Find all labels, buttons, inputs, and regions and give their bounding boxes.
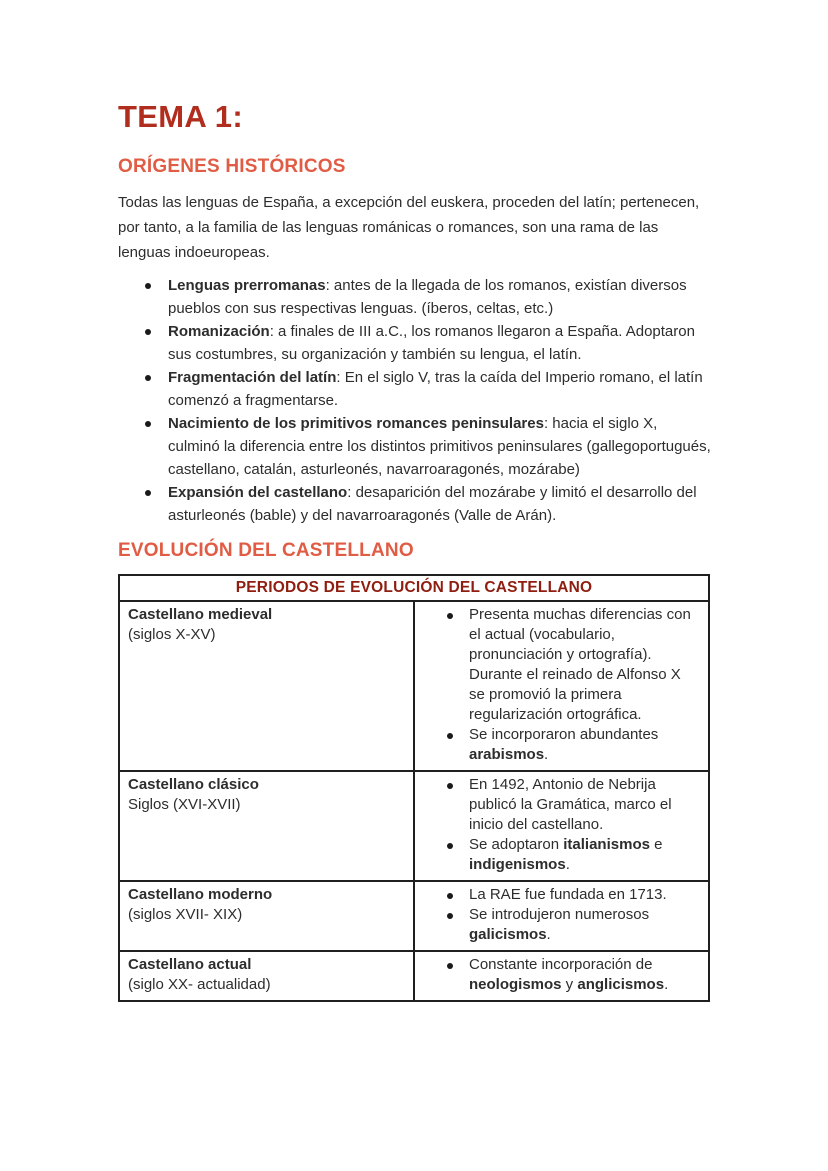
- point-text: Constante incorporación de neologismos y anglicismos.: [469, 956, 669, 993]
- period-name: Castellano actual: [128, 956, 252, 973]
- section-heading-evolucion-castellano: EVOLUCIÓN DEL CASTELLANO: [118, 540, 414, 561]
- bullet-dot-icon: [145, 421, 151, 427]
- bullet-dot-icon: [145, 283, 151, 289]
- table-row: [119, 881, 709, 951]
- point-item: [423, 885, 700, 905]
- period-subtitle: (siglos X-XV): [128, 626, 216, 643]
- bullet-dot-icon: [447, 613, 453, 619]
- points-cell: [414, 951, 709, 1001]
- bullet-text: Nacimiento de los primitivos romances peninsulares: hacia el siglo X, culminó la diferencia entre los distintos primitivos peninsulares (gallegoportugués, castellano, catalán, asturleonés, navarroaragonés, mozárabe): [168, 415, 711, 478]
- period-subtitle: (siglos XVII- XIX): [128, 906, 243, 923]
- bullet-dot-icon: [145, 329, 151, 335]
- bullet-text: Expansión del castellano: desaparición del mozárabe y limitó el desarrollo del asturleonés (bable) y del navarroaragonés (Valle de Arán).: [168, 484, 697, 524]
- points-cell: [414, 601, 709, 771]
- table-row: [119, 601, 709, 771]
- table-row: [119, 951, 709, 1001]
- page-content: [118, 100, 712, 1002]
- section-heading-origenes-historicos: ORÍGENES HISTÓRICOS: [118, 156, 346, 177]
- list-item: [118, 366, 712, 412]
- point-text: Se introdujeron numerosos galicismos.: [469, 906, 650, 943]
- list-item: [118, 481, 712, 527]
- bullet-dot-icon: [145, 490, 151, 496]
- point-text: Presenta muchas diferencias con el actual (vocabulario, pronunciación y ortografía). Durante el reinado de Alfonso X se promovió la primera regularización ortográfica.: [469, 606, 691, 723]
- period-name: Castellano medieval: [128, 606, 273, 623]
- bullet-dot-icon: [447, 733, 453, 739]
- period-name: Castellano clásico: [128, 776, 259, 793]
- bullet-text: Fragmentación del latín: En el siglo V, tras la caída del Imperio romano, el latín comenzó a fragmentarse.: [168, 369, 703, 409]
- period-cell: [119, 601, 414, 771]
- intro-paragraph: Todas las lenguas de España, a excepción del euskera, proceden del latín; pertenecen, por tanto, a la familia de las lenguas románicas o romances, son una rama de las lenguas indoeuropeas.: [118, 194, 700, 261]
- points-cell: [414, 771, 709, 881]
- periods-table: [118, 574, 710, 1002]
- point-text: Se incorporaron abundantes arabismos.: [469, 726, 659, 763]
- bullet-dot-icon: [447, 843, 453, 849]
- point-text: La RAE fue fundada en 1713.: [469, 886, 667, 903]
- bullet-text: Lenguas prerromanas: antes de la llegada de los romanos, existían diversos pueblos con sus respectivas lenguas. (íberos, celtas, etc.): [168, 277, 687, 317]
- point-item: [423, 605, 700, 725]
- point-item: [423, 835, 700, 875]
- point-item: [423, 905, 700, 945]
- list-item: [118, 320, 712, 366]
- bullet-dot-icon: [447, 783, 453, 789]
- point-item: [423, 775, 700, 835]
- point-text: Se adoptaron italianismos e indigenismos.: [469, 836, 663, 873]
- period-name: Castellano moderno: [128, 886, 273, 903]
- list-item: [118, 412, 712, 481]
- period-subtitle: Siglos (XVI-XVII): [128, 796, 241, 813]
- point-text: En 1492, Antonio de Nebrija publicó la Gramática, marco el inicio del castellano.: [469, 776, 672, 833]
- period-cell: [119, 771, 414, 881]
- bullet-text: Romanización: a finales de III a.C., los romanos llegaron a España. Adoptaron sus costumbres, su organización y también su lengua, el latín.: [168, 323, 695, 363]
- page-title: TEMA 1:: [118, 99, 243, 134]
- period-cell: [119, 951, 414, 1001]
- bullet-dot-icon: [145, 375, 151, 381]
- points-cell: [414, 881, 709, 951]
- table-title: PERIODOS DE EVOLUCIÓN DEL CASTELLANO: [119, 575, 709, 601]
- list-item: [118, 274, 712, 320]
- point-item: [423, 955, 700, 995]
- bullet-dot-icon: [447, 913, 453, 919]
- bullet-dot-icon: [447, 963, 453, 969]
- bullet-dot-icon: [447, 893, 453, 899]
- table-row: [119, 771, 709, 881]
- period-cell: [119, 881, 414, 951]
- bullet-list: [118, 274, 712, 527]
- point-item: [423, 725, 700, 765]
- table-header-row: [119, 575, 709, 601]
- period-subtitle: (siglo XX- actualidad): [128, 976, 271, 993]
